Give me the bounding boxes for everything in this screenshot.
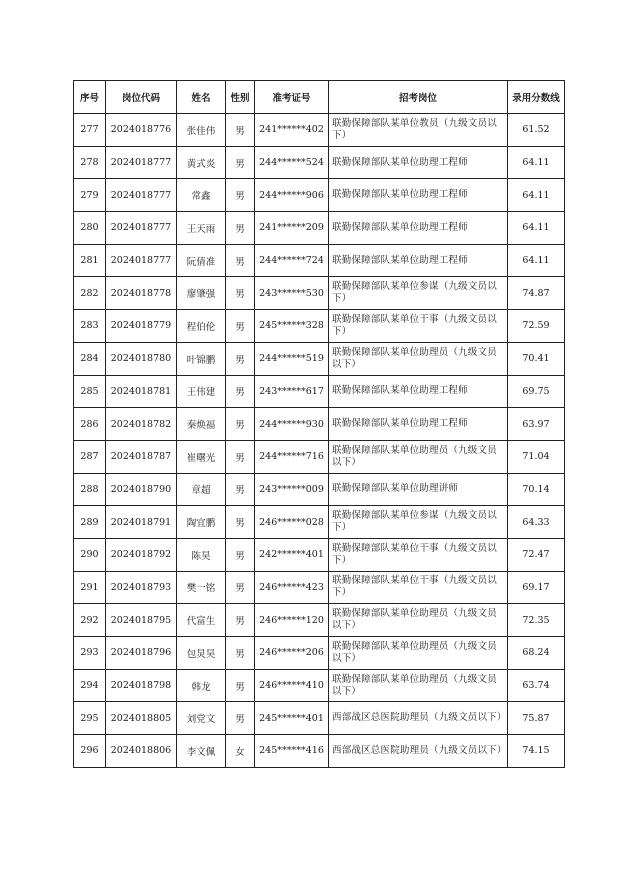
cell-gender: 男 — [226, 244, 255, 277]
cell-code: 2024018787 — [106, 440, 177, 473]
cell-exam-id: 244******724 — [255, 244, 329, 277]
cell-exam-id: 245******416 — [255, 735, 329, 768]
cell-post: 西部战区总医院助理员（九级文员以下） — [329, 702, 508, 735]
cell-no: 295 — [74, 702, 106, 735]
cell-score: 69.17 — [508, 571, 565, 604]
cell-score: 72.47 — [508, 538, 565, 571]
cell-name: 张佳伟 — [177, 114, 226, 147]
cell-exam-id: 246******410 — [255, 669, 329, 702]
cell-post: 联勤保障部队某单位助理工程师 — [329, 244, 508, 277]
cell-code: 2024018777 — [106, 244, 177, 277]
table-row — [74, 244, 565, 277]
cell-gender: 男 — [226, 440, 255, 473]
cell-post: 联勤保障部队某单位助理工程师 — [329, 408, 508, 441]
table-row — [74, 375, 565, 408]
cell-name: 王天雨 — [177, 212, 226, 245]
cell-code: 2024018791 — [106, 506, 177, 539]
table-row — [74, 473, 565, 506]
cell-code: 2024018779 — [106, 310, 177, 343]
cell-name: 陈昊 — [177, 538, 226, 571]
cell-score: 75.87 — [508, 702, 565, 735]
table-row — [74, 702, 565, 735]
cell-score: 61.52 — [508, 114, 565, 147]
cell-gender: 男 — [226, 473, 255, 506]
table-row — [74, 179, 565, 212]
header-gender: 性别 — [226, 81, 255, 114]
table-row — [74, 114, 565, 147]
cell-score: 64.33 — [508, 506, 565, 539]
cell-score: 69.75 — [508, 375, 565, 408]
cell-gender: 男 — [226, 702, 255, 735]
cell-score: 70.14 — [508, 473, 565, 506]
cell-no: 289 — [74, 506, 106, 539]
cell-score: 74.87 — [508, 277, 565, 310]
cell-code: 2024018806 — [106, 735, 177, 768]
cell-score: 70.41 — [508, 342, 565, 375]
cell-exam-id: 243******530 — [255, 277, 329, 310]
table-row — [74, 538, 565, 571]
cell-name: 陶宜鹏 — [177, 506, 226, 539]
cell-exam-id: 243******617 — [255, 375, 329, 408]
cell-code: 2024018795 — [106, 604, 177, 637]
cell-exam-id: 241******402 — [255, 114, 329, 147]
cell-score: 63.97 — [508, 408, 565, 441]
cell-score: 64.11 — [508, 146, 565, 179]
cell-no: 280 — [74, 212, 106, 245]
cell-no: 292 — [74, 604, 106, 637]
cell-no: 288 — [74, 473, 106, 506]
table-row — [74, 604, 565, 637]
cell-code: 2024018798 — [106, 669, 177, 702]
table-row — [74, 310, 565, 343]
cell-post: 联勤保障部队某单位助理工程师 — [329, 212, 508, 245]
cell-name: 秦焕福 — [177, 408, 226, 441]
cell-gender: 男 — [226, 342, 255, 375]
cell-post: 联勤保障部队某单位助理员（九级文员以下） — [329, 669, 508, 702]
cell-no: 285 — [74, 375, 106, 408]
cell-score: 64.11 — [508, 244, 565, 277]
cell-exam-id: 245******328 — [255, 310, 329, 343]
cell-code: 2024018782 — [106, 408, 177, 441]
cell-post: 联勤保障部队某单位参谋（九级文员以下） — [329, 277, 508, 310]
cell-name: 包炅昊 — [177, 637, 226, 670]
cell-exam-id: 244******906 — [255, 179, 329, 212]
cell-post: 联勤保障部队某单位教员（九级文员以下） — [329, 114, 508, 147]
cell-gender: 男 — [226, 571, 255, 604]
table-row — [74, 506, 565, 539]
header-no: 序号 — [74, 81, 106, 114]
cell-name: 黄式炎 — [177, 146, 226, 179]
table-body — [74, 114, 565, 768]
cell-gender: 男 — [226, 506, 255, 539]
cell-exam-id: 241******209 — [255, 212, 329, 245]
cell-gender: 男 — [226, 375, 255, 408]
cell-code: 2024018780 — [106, 342, 177, 375]
header-exam-id: 准考证号 — [255, 81, 329, 114]
table-row — [74, 735, 565, 768]
cell-exam-id: 246******120 — [255, 604, 329, 637]
cell-name: 韩龙 — [177, 669, 226, 702]
cell-gender: 男 — [226, 310, 255, 343]
cell-exam-id: 243******009 — [255, 473, 329, 506]
cell-score: 64.11 — [508, 179, 565, 212]
table-row — [74, 408, 565, 441]
cell-no: 277 — [74, 114, 106, 147]
cell-no: 281 — [74, 244, 106, 277]
table-row — [74, 637, 565, 670]
cell-code: 2024018776 — [106, 114, 177, 147]
cell-code: 2024018793 — [106, 571, 177, 604]
cell-code: 2024018805 — [106, 702, 177, 735]
admission-table — [73, 80, 565, 768]
cell-no: 286 — [74, 408, 106, 441]
cell-no: 293 — [74, 637, 106, 670]
cell-score: 74.15 — [508, 735, 565, 768]
cell-code: 2024018792 — [106, 538, 177, 571]
table-row — [74, 669, 565, 702]
cell-gender: 男 — [226, 408, 255, 441]
cell-gender: 男 — [226, 212, 255, 245]
cell-post: 联勤保障部队某单位助理工程师 — [329, 375, 508, 408]
cell-exam-id: 244******716 — [255, 440, 329, 473]
cell-gender: 男 — [226, 146, 255, 179]
cell-name: 崔曙光 — [177, 440, 226, 473]
cell-post: 联勤保障部队某单位助理工程师 — [329, 179, 508, 212]
cell-code: 2024018777 — [106, 179, 177, 212]
cell-post: 联勤保障部队某单位助理员（九级文员以下） — [329, 637, 508, 670]
cell-name: 程伯伦 — [177, 310, 226, 343]
cell-name: 阮倩准 — [177, 244, 226, 277]
cell-name: 叶锦鹏 — [177, 342, 226, 375]
cell-score: 72.35 — [508, 604, 565, 637]
cell-score: 64.11 — [508, 212, 565, 245]
cell-gender: 男 — [226, 179, 255, 212]
cell-gender: 女 — [226, 735, 255, 768]
header-code: 岗位代码 — [106, 81, 177, 114]
cell-code: 2024018781 — [106, 375, 177, 408]
cell-post: 联勤保障部队某单位干事（九级文员以下） — [329, 538, 508, 571]
cell-no: 294 — [74, 669, 106, 702]
cell-score: 68.24 — [508, 637, 565, 670]
cell-no: 283 — [74, 310, 106, 343]
cell-exam-id: 246******028 — [255, 506, 329, 539]
cell-post: 联勤保障部队某单位助理讲师 — [329, 473, 508, 506]
cell-exam-id: 246******206 — [255, 637, 329, 670]
header-name: 姓名 — [177, 81, 226, 114]
cell-code: 2024018796 — [106, 637, 177, 670]
cell-no: 284 — [74, 342, 106, 375]
table-row — [74, 146, 565, 179]
cell-exam-id: 242******401 — [255, 538, 329, 571]
cell-exam-id: 244******524 — [255, 146, 329, 179]
table-row — [74, 277, 565, 310]
cell-no: 291 — [74, 571, 106, 604]
cell-name: 常鑫 — [177, 179, 226, 212]
table-row — [74, 440, 565, 473]
cell-post: 联勤保障部队某单位助理工程师 — [329, 146, 508, 179]
cell-code: 2024018790 — [106, 473, 177, 506]
cell-gender: 男 — [226, 277, 255, 310]
cell-score: 72.59 — [508, 310, 565, 343]
header-post: 招考岗位 — [329, 81, 508, 114]
cell-code: 2024018778 — [106, 277, 177, 310]
cell-exam-id: 244******930 — [255, 408, 329, 441]
cell-no: 282 — [74, 277, 106, 310]
cell-exam-id: 246******423 — [255, 571, 329, 604]
cell-post: 联勤保障部队某单位干事（九级文员以下） — [329, 571, 508, 604]
cell-code: 2024018777 — [106, 212, 177, 245]
cell-gender: 男 — [226, 637, 255, 670]
cell-no: 296 — [74, 735, 106, 768]
table-header-row — [74, 81, 565, 114]
cell-gender: 男 — [226, 114, 255, 147]
cell-name: 廖肇强 — [177, 277, 226, 310]
cell-gender: 男 — [226, 604, 255, 637]
cell-no: 290 — [74, 538, 106, 571]
cell-no: 287 — [74, 440, 106, 473]
cell-name: 李文佩 — [177, 735, 226, 768]
table-row — [74, 212, 565, 245]
cell-post: 西部战区总医院助理员（九级文员以下） — [329, 735, 508, 768]
cell-post: 联勤保障部队某单位助理员（九级文员以下） — [329, 342, 508, 375]
cell-gender: 男 — [226, 669, 255, 702]
cell-name: 王伟建 — [177, 375, 226, 408]
cell-score: 71.04 — [508, 440, 565, 473]
cell-post: 联勤保障部队某单位干事（九级文员以下） — [329, 310, 508, 343]
cell-no: 278 — [74, 146, 106, 179]
cell-no: 279 — [74, 179, 106, 212]
cell-score: 63.74 — [508, 669, 565, 702]
cell-name: 樊一铭 — [177, 571, 226, 604]
cell-name: 代富生 — [177, 604, 226, 637]
cell-exam-id: 244******519 — [255, 342, 329, 375]
header-score: 录用分数线 — [508, 81, 565, 114]
cell-post: 联勤保障部队某单位助理员（九级文员以下） — [329, 440, 508, 473]
table-row — [74, 571, 565, 604]
table-row — [74, 342, 565, 375]
cell-exam-id: 245******401 — [255, 702, 329, 735]
cell-code: 2024018777 — [106, 146, 177, 179]
cell-name: 刘党文 — [177, 702, 226, 735]
cell-post: 联勤保障部队某单位参谋（九级文员以下） — [329, 506, 508, 539]
cell-name: 章超 — [177, 473, 226, 506]
cell-post: 联勤保障部队某单位助理员（九级文员以下） — [329, 604, 508, 637]
cell-gender: 男 — [226, 538, 255, 571]
